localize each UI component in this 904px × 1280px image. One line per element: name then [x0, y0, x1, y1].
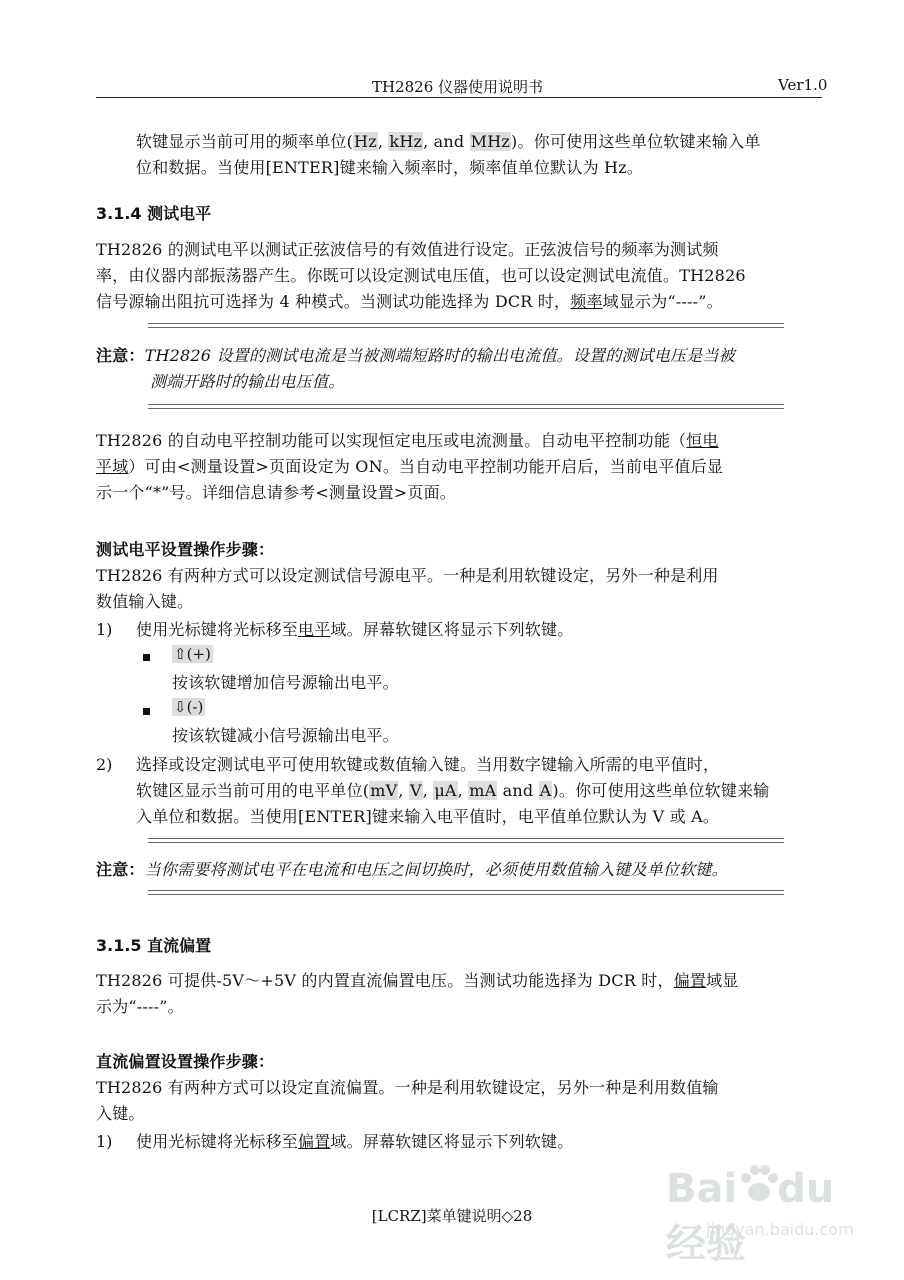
step-level-2-line-2: 软键区显示当前可用的电平单位(mV, V, μA, mA and A)。你可使用这些单位软键来输 — [136, 781, 770, 800]
note1-line-1: 注意：TH2826 设置的测试电流是当被测端短路时的输出电流值。设置的测试电压是当被 — [96, 346, 735, 365]
steps-bias-line-1: TH2826 有两种方式可以设定直流偏置。一种是利用软键设定，另外一种是利用数值输 — [96, 1078, 719, 1097]
softkey-increase-desc: 按该软键增加信号源输出电平。 — [172, 673, 399, 692]
step-level-1: 使用光标键将光标移至电平域。屏幕软键区将显示下列软键。 — [136, 620, 574, 639]
note-rule-top — [148, 838, 784, 843]
note-label: 注意： — [96, 346, 145, 365]
steps-level-title: 测试电平设置操作步骤： — [96, 540, 275, 559]
step-number: 2) — [96, 755, 113, 774]
step-number: 1) — [96, 620, 113, 639]
bullet-icon — [143, 654, 150, 661]
header-version: Ver1.0 — [778, 76, 828, 94]
baidu-watermark — [636, 1150, 856, 1267]
p314b-line-2: 平域）可由<测量设置>页面设定为 ON。当自动电平控制功能开启后，当前电平值后显 — [96, 457, 724, 476]
intro-line-1: 软键显示当前可用的频率单位(Hz, kHz, and MHz)。你可使用这些单位软键来输入单 — [136, 132, 761, 151]
softkey-increase: ⇧(+) — [174, 645, 211, 663]
field-bias: 偏置 — [673, 971, 707, 990]
p314b-line-1: TH2826 的自动电平控制功能可以实现恒定电压或电流测量。自动电平控制功能（恒电 — [96, 431, 719, 450]
step-level-2-line-3: 入单位和数据。当使用[ENTER]键来输入电平值时，电平值单位默认为 V 或 A。 — [136, 807, 720, 826]
p314-line-2: 率，由仪器内部振荡器产生。你既可以设定测试电压值，也可以设定测试电流值。TH2826 — [96, 266, 746, 285]
header-title: TH2826 仪器使用说明书 — [372, 78, 544, 96]
note2-line: 注意：当你需要将测试电平在电流和电压之间切换时，必须使用数值输入键及单位软键。 — [96, 860, 728, 879]
note1-line-2: 测端开路时的输出电压值。 — [150, 372, 345, 391]
field-frequency: 频率 — [570, 292, 603, 311]
steps-level-line-1: TH2826 有两种方式可以设定测试信号源电平。一种是利用软键设定，另外一种是利用 — [96, 566, 719, 585]
page-footer: [LCRZ]菜单键说明◇28 — [371, 1207, 533, 1225]
unit-khz: kHz — [389, 132, 423, 151]
step-bias-1: 使用光标键将光标移至偏置域。屏幕软键区将显示下列软键。 — [136, 1132, 574, 1151]
note-rule-bottom — [148, 890, 784, 895]
softkey-decrease: ⇩(-) — [174, 698, 204, 716]
watermark-brand: Bai du经验 — [666, 1166, 835, 1267]
bullet-icon — [143, 708, 150, 715]
unit-ma: mA — [469, 781, 497, 800]
unit-ua: μA — [434, 781, 457, 800]
steps-bias-title: 直流偏置设置操作步骤： — [96, 1052, 275, 1071]
unit-a: A — [539, 781, 552, 800]
note-label: 注意： — [96, 860, 145, 879]
paw-icon — [734, 1160, 784, 1210]
field-bias: 偏置 — [298, 1132, 331, 1151]
field-level: 电平 — [298, 620, 331, 639]
step-level-2-line-1: 选择或设定测试电平可使用软键或数值输入键。当用数字键输入所需的电平值时， — [136, 755, 720, 774]
unit-hz: Hz — [354, 132, 377, 151]
steps-level-line-2: 数值输入键。 — [96, 592, 194, 611]
p314b-line-3: 示一个“*”号。详细信息请参考<测量设置>页面。 — [96, 483, 456, 502]
watermark-site: jingyan.baidu.com — [706, 1220, 854, 1239]
step-number: 1) — [96, 1132, 113, 1151]
unit-mv: mV — [370, 781, 398, 800]
note-rule-top — [148, 323, 784, 328]
steps-bias-line-2: 入键。 — [96, 1104, 145, 1123]
softkey-decrease-desc: 按该软键减小信号源输出电平。 — [172, 726, 399, 745]
field-alc: 平域 — [96, 457, 129, 476]
section-title-314: 3.1.4 测试电平 — [96, 204, 212, 223]
intro-line-2: 位和数据。当使用[ENTER]键来输入频率时，频率值单位默认为 Hz。 — [136, 158, 644, 177]
section-title-315: 3.1.5 直流偏置 — [96, 936, 212, 955]
header-rule — [96, 97, 822, 98]
p314-line-3: 信号源输出阻抗可选择为 4 种模式。当测试功能选择为 DCR 时，频率域显示为“----”。 — [96, 292, 723, 311]
note-rule-bottom — [148, 404, 784, 409]
unit-mhz: MHz — [470, 132, 511, 151]
p315-line-2: 示为“----”。 — [96, 997, 184, 1016]
unit-v: V — [409, 781, 422, 800]
p315-line-1: TH2826 可提供-5V～+5V 的内置直流偏置电压。当测试功能选择为 DCR 时，偏置域显 — [96, 971, 739, 990]
p314-line-1: TH2826 的测试电平以测试正弦波信号的有效值进行设定。正弦波信号的频率为测试频 — [96, 240, 719, 259]
